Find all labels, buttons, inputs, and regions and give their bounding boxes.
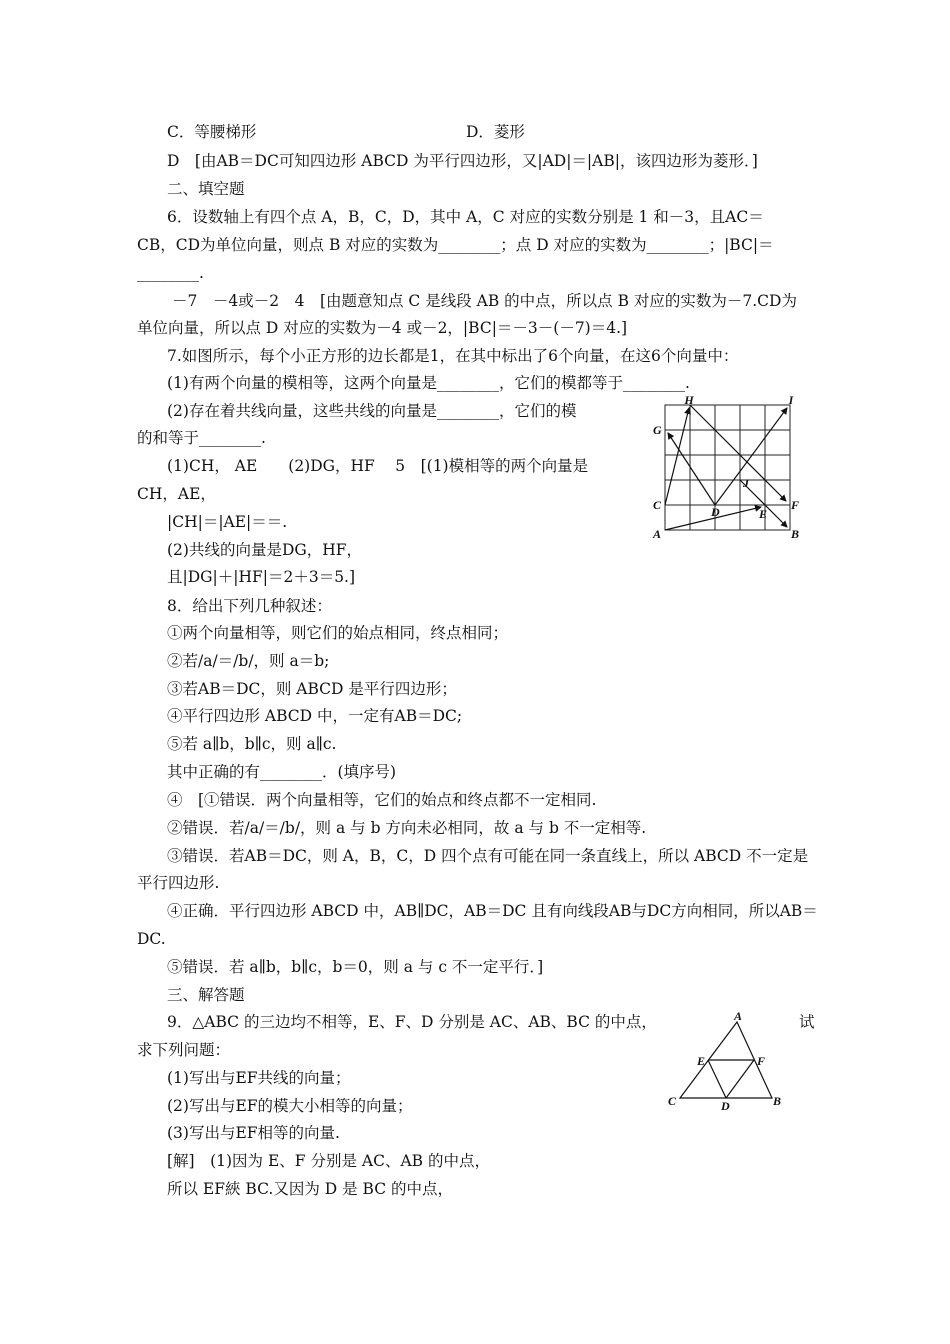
answer-6-line-1: －7 －4或－2 4 [由题意知点 C 是线段 AB 的中点，所以点 B 对应的实数为－7.CD为 <box>172 292 797 310</box>
statement-4: ④平行四边形 ABCD 中，一定有AB＝DC; <box>167 707 463 725</box>
question-6-line-1: 6．设数轴上有四个点 A，B，C，D，其中 A，C 对应的实数分别是 1 和－3，且AC＝ <box>167 208 764 226</box>
label-f: F <box>791 498 800 512</box>
question-9-part-2: (2)写出与EF的模大小相等的向量； <box>167 1097 413 1115</box>
vector-dg <box>668 433 715 505</box>
label-h: H <box>684 395 694 407</box>
statement-5: ⑤若 a∥b，b∥c，则 a∥c. <box>167 735 337 753</box>
segment-fd <box>726 1060 754 1098</box>
option-d: D．菱形 <box>466 123 525 141</box>
answer-8-line-5: ④正确．平行四边形 ABCD 中，AB∥DC，AB＝DC 且有向线段AB与DC方向相同，所以AB＝ <box>167 902 818 920</box>
label-e: E <box>759 507 768 521</box>
label-b: B <box>791 527 800 541</box>
answer-7-line-4: (2)共线的向量是DG，HF， <box>167 541 363 559</box>
question-8-intro: 8．给出下列几种叙述： <box>167 597 332 615</box>
label-i: I <box>788 395 794 407</box>
question-9-part-3: (3)写出与EF相等的向量. <box>167 1124 340 1142</box>
label-j: J <box>743 476 749 490</box>
section-heading-solve: 三、解答题 <box>167 986 245 1004</box>
label-f: F <box>757 1054 766 1068</box>
label-g: G <box>653 423 662 437</box>
vector-grid-figure <box>645 395 805 545</box>
label-e: E <box>697 1054 706 1068</box>
question-7-part-2-cont: 的和等于________. <box>137 429 266 447</box>
label-a: A <box>653 527 662 541</box>
answer-8-line-6: DC. <box>137 930 166 948</box>
vector-hf <box>690 405 786 501</box>
label-d: D <box>711 505 720 519</box>
triangle-figure <box>662 1012 792 1112</box>
answer-8-line-7: ⑤错误．若 a∥b，b∥c，b＝0，则 a 与 c 不一定平行．] <box>167 958 544 976</box>
answer-7-line-1: (1)CH， AE (2)DG，HF 5 [(1)模相等的两个向量是 <box>167 457 589 475</box>
statement-3: ③若AB＝DC，则 ABCD 是平行四边形； <box>167 680 457 698</box>
question-7-intro: 7.如图所示，每个小正方形的边长都是1，在其中标出了6个向量，在这6个向量中： <box>167 347 739 365</box>
solution-9-line-2: 所以 EF綊 BC.又因为 D 是 BC 的中点， <box>167 1180 454 1198</box>
answer-7-line-5: 且|DG|＋|HF|＝2＋3＝5.] <box>167 568 356 586</box>
label-c: C <box>653 498 662 512</box>
label-b: B <box>773 1094 782 1108</box>
answer-8-line-2: ②错误．若/a/＝/b/，则 a 与 b 方向未必相同，故 a 与 b 不一定相等. <box>167 819 647 837</box>
question-9-line-1: 9．△ABC 的三边均不相等，E、F、D 分别是 AC、AB、BC 的中点， <box>167 1013 657 1031</box>
option-c: C．等腰梯形 <box>167 123 257 141</box>
segment-ed <box>708 1060 726 1098</box>
answer-7-line-2: CH，AE， <box>137 485 216 503</box>
answer-8-line-3: ③错误．若AB＝DC，则 A，B，C，D 四个点有可能在同一条直线上，所以 ABCD 不一定是 <box>167 847 809 865</box>
label-c: C <box>668 1094 677 1108</box>
section-heading-fill: 二、填空题 <box>167 180 245 198</box>
question-9-part-1: (1)写出与EF共线的向量； <box>167 1069 351 1087</box>
question-6-line-3: ________. <box>137 264 204 282</box>
answer-8-line-1: ④ [①错误．两个向量相等，它们的始点和终点都不一定相同. <box>167 791 597 809</box>
answer-8-line-4: 平行四边形. <box>137 874 220 892</box>
answer-6-line-2: 单位向量，所以点 D 对应的实数为－4 或－2，|BC|＝－3－(－7)＝4.] <box>137 319 628 337</box>
question-8-prompt: 其中正确的有________．(填序号) <box>167 763 397 781</box>
question-9-line-2: 求下列问题： <box>137 1041 231 1059</box>
answer-5: D [由AB＝DC可知四边形 ABCD 为平行四边形，又|AD|＝|AB|，该四边形为菱形．] <box>167 152 758 170</box>
statement-2: ②若/a/＝/b/，则 a＝b; <box>167 652 330 670</box>
label-d: D <box>721 1099 730 1112</box>
answer-7-line-3: |CH|＝|AE|＝＝. <box>167 513 288 531</box>
question-9-line-1-end: 试 <box>799 1013 815 1031</box>
question-6-line-2: CB，CD为单位向量，则点 B 对应的实数为________；点 D 对应的实数为________；|BC|＝ <box>137 236 774 254</box>
label-a: A <box>734 1012 743 1023</box>
solution-9-line-1: [解] (1)因为 E、F 分别是 AC、AB 的中点， <box>167 1152 490 1170</box>
statement-1: ①两个向量相等，则它们的始点相同，终点相同； <box>167 624 509 642</box>
question-7-part-1: (1)有两个向量的模相等，这两个向量是________，它们的模都等于________. <box>167 374 690 392</box>
question-7-part-2: (2)存在着共线向量，这些共线的向量是________，它们的模 <box>167 402 577 420</box>
vector-ch <box>665 408 689 505</box>
